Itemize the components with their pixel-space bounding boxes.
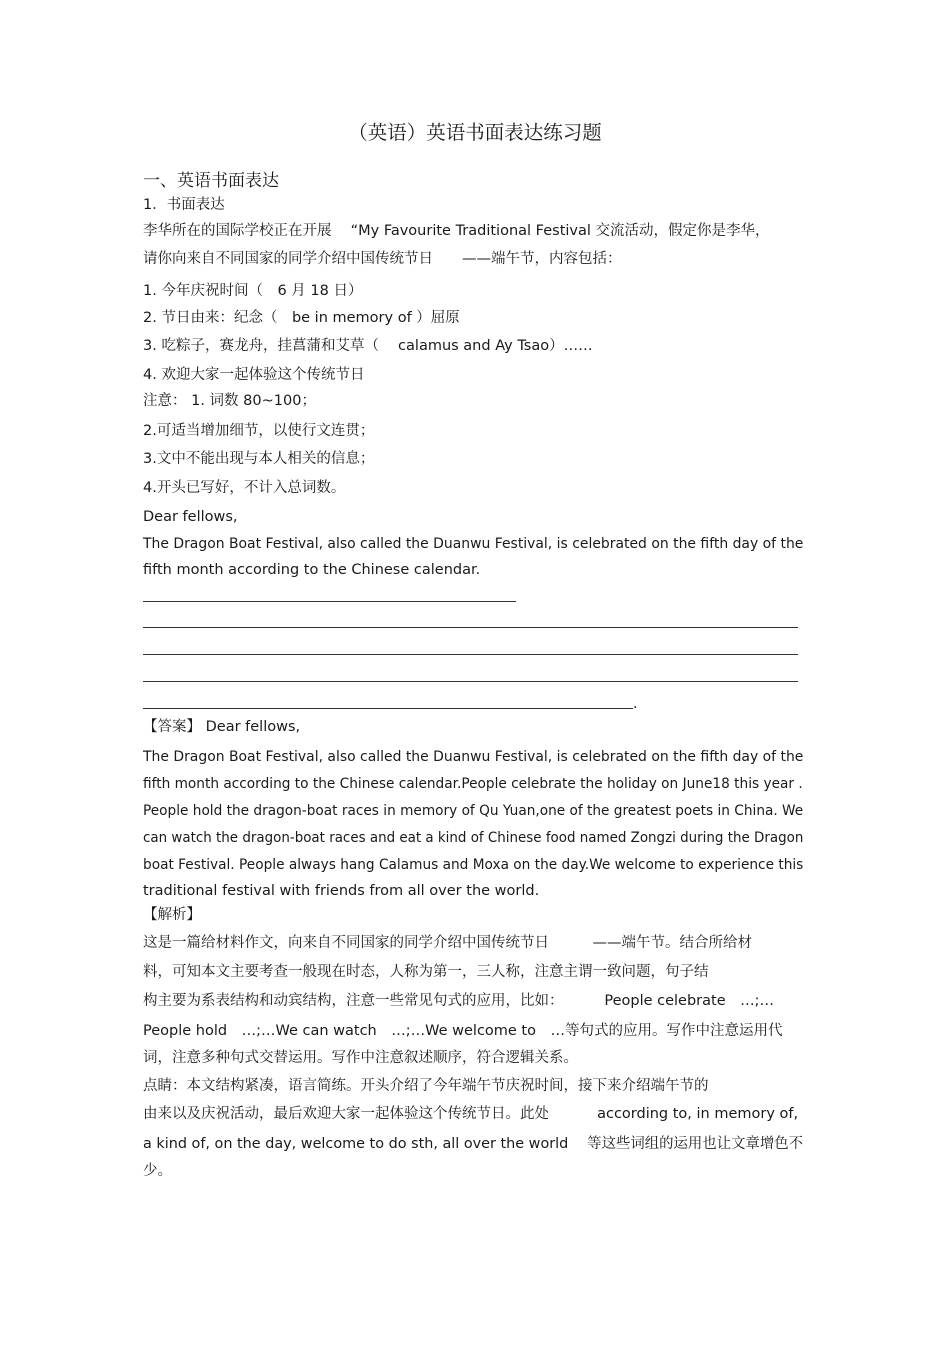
analysis-line: 少。	[143, 1163, 172, 1179]
answer-blank-line	[143, 601, 516, 602]
content-point: 1. 今年庆祝时间（ 6 月 18 日）	[143, 283, 363, 299]
opening-line: fifth month according to the Chinese calendar.	[143, 562, 481, 578]
answer-line: The Dragon Boat Festival, also called the Duanwu Festival, is celebrated on the fifth day of the	[143, 749, 804, 765]
answer-line: boat Festival. People always hang Calamus and Moxa on the day.We welcome to experience this	[143, 857, 804, 873]
blank-end-mark: .	[633, 696, 638, 712]
content-point: 2. 节日由来：纪念（ be in memory of ）屈原	[143, 310, 460, 326]
note-line: 3.文中不能出现与本人相关的信息；	[143, 451, 375, 467]
answer-blank-line	[143, 681, 798, 682]
prompt-line: 请你向来自不同国家的同学介绍中国传统节日 ——端午节，内容包括：	[143, 251, 622, 267]
analysis-line: 这是一篇给材料作文，向来自不同国家的同学介绍中国传统节日 ——端午节。结合所给材	[143, 935, 752, 951]
analysis-line: a kind of, on the day, welcome to do sth, all over the world 等这些词组的运用也让文章增色不	[143, 1136, 804, 1152]
answer-blank-line	[143, 627, 798, 628]
prompt-line: 李华所在的国际学校正在开展 “My Favourite Traditional Festival 交流活动，假定你是李华，	[143, 223, 770, 239]
answer-blank-line	[143, 654, 798, 655]
note-line: 4.开头已写好，不计入总词数。	[143, 480, 346, 496]
analysis-line: 构主要为系表结构和动宾结构，注意一些常见句式的应用，比如： People celebrate …;…	[143, 993, 775, 1009]
analysis-line: 点睛：本文结构紧凑，语言简练。开头介绍了今年端午节庆祝时间，接下来介绍端午节的	[143, 1078, 709, 1094]
answer-blank-line	[143, 708, 633, 709]
analysis-line: 由来以及庆祝活动，最后欢迎大家一起体验这个传统节日。此处 according to, in memory of,	[143, 1106, 799, 1122]
analysis-line: 料，可知本文主要考查一般现在时态，人称为第一，三人称，注意主谓一致问题，句子结	[143, 964, 709, 980]
note-line: 注意： 1. 词数 80~100；	[143, 393, 316, 409]
content-point: 4. 欢迎大家一起体验这个传统节日	[143, 367, 365, 383]
question-number: 1．书面表达	[143, 197, 225, 213]
section-heading: 一、英语书面表达	[143, 171, 279, 191]
note-line: 2.可适当增加细节，以使行文连贯；	[143, 423, 375, 439]
answer-line: can watch the dragon-boat races and eat a kind of Chinese food named Zongzi during the Dragon	[143, 830, 804, 846]
answer-line: fifth month according to the Chinese calendar.People celebrate the holiday on June18 this year .	[143, 776, 803, 792]
content-point: 3. 吃粽子，赛龙舟，挂菖蒲和艾草（ calamus and Ay Tsao）……	[143, 338, 593, 354]
answer-line: People hold the dragon-boat races in memory of Qu Yuan,one of the greatest poets in China. We	[143, 803, 804, 819]
answer-line: traditional festival with friends from all over the world.	[143, 883, 540, 899]
analysis-line: People hold …;…We can watch …;…We welcome to …等句式的应用。写作中注意运用代	[143, 1023, 783, 1039]
opening-greeting: Dear fellows,	[143, 509, 238, 525]
page-title: （英语）英语书面表达练习题	[348, 121, 602, 144]
analysis-line: 词，注意多种句式交替运用。写作中注意叙述顺序，符合逻辑关系。	[143, 1050, 578, 1066]
analysis-label: 【解析】	[143, 907, 201, 923]
answer-label: 【答案】 Dear fellows,	[143, 719, 301, 735]
opening-line: The Dragon Boat Festival, also called the Duanwu Festival, is celebrated on the fifth day of the	[143, 536, 804, 552]
